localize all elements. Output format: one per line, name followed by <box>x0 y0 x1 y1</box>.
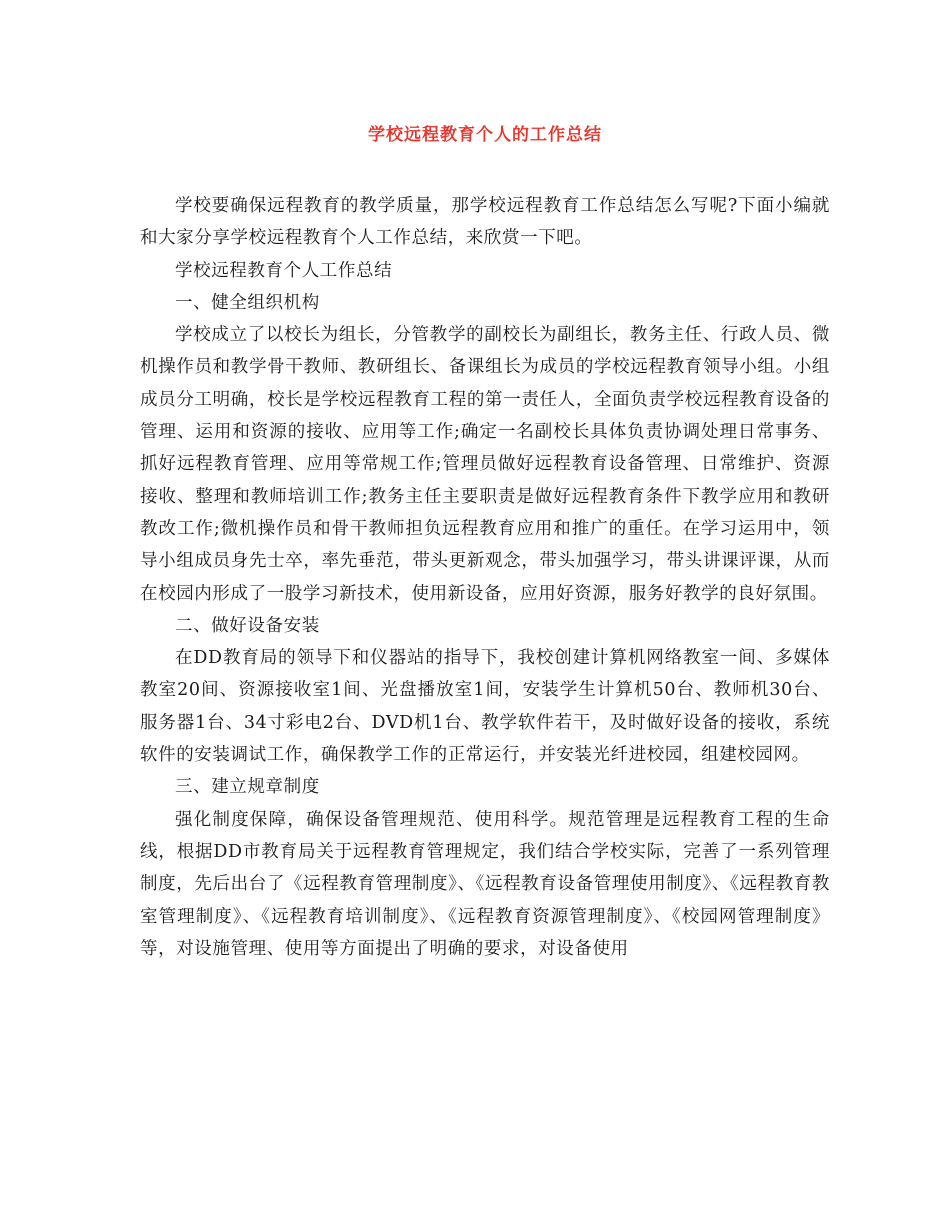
document-title: 学校远程教育个人的工作总结 <box>368 125 602 145</box>
section-body-1: 学校成立了以校长为组长，分管教学的副校长为副组长，教务主任、行政人员、微机操作员和教学骨干教师、教研组长、备课组长为成员的学校远程教育领导小组。小组成员分工明确，校长是学校远程教育工程的第一责任人，全面负责学校远程教育设备的管理、运用和资源的接收、应用等工作;确定一名副校长具体负责协调处理日常事务、抓好远程教育管理、应用等常规工作;管理员做好远程教育设备管理、日常维护、资源接收、整理和教师培训工作;教务主任主要职责是做好远程教育条件下教学应用和教研教改工作;微机操作员和骨干教师担负远程教育应用和推广的重任。在学习运用中，领导小组成员身先士卒，率先垂范，带头更新观念，带头加强学习，带头讲课评课，从而在校园内形成了一股学习新技术，使用新设备，应用好资源，服务好教学的良好氛围。 <box>140 325 830 604</box>
section-body-2: 在DD教育局的领导下和仪器站的指导下，我校创建计算机网络教室一间、多媒体教室20间、资源接收室1间、光盘播放室1间，安装学生计算机50台、教师机30台、服务器1台、34寸彩电2台、DVD机1台、教学软件若干，及时做好设备的接收，系统软件的安装调试工作，确保教学工作的正常运行，并安装光纤进校园，组建校园网。 <box>140 648 830 766</box>
section-heading-3: 三、建立规章制度 <box>175 777 320 798</box>
subtitle-line: 学校远程教育个人工作总结 <box>175 260 393 281</box>
intro-paragraph: 学校要确保远程教育的教学质量，那学校远程教育工作总结怎么写呢?下面小编就和大家分享学校远程教育个人工作总结，来欣赏一下吧。 <box>140 196 830 249</box>
section-heading-1: 一、健全组织机构 <box>175 292 320 313</box>
section-heading-2: 二、做好设备安装 <box>175 615 320 636</box>
document-page <box>140 120 830 965</box>
section-body-3: 强化制度保障，确保设备管理规范、使用科学。规范管理是远程教育工程的生命线，根据DD市教育局关于远程教育管理规定，我们结合学校实际，完善了一系列管理制度，先后出台了《远程教育管理制度》、《远程教育设备管理使用制度》、《远程教育教室管理制度》、《远程教育培训制度》、《远程教育资源管理制度》、《校园网管理制度》等，对设施管理、使用等方面提出了明确的要求，对设备使用 <box>140 809 830 959</box>
